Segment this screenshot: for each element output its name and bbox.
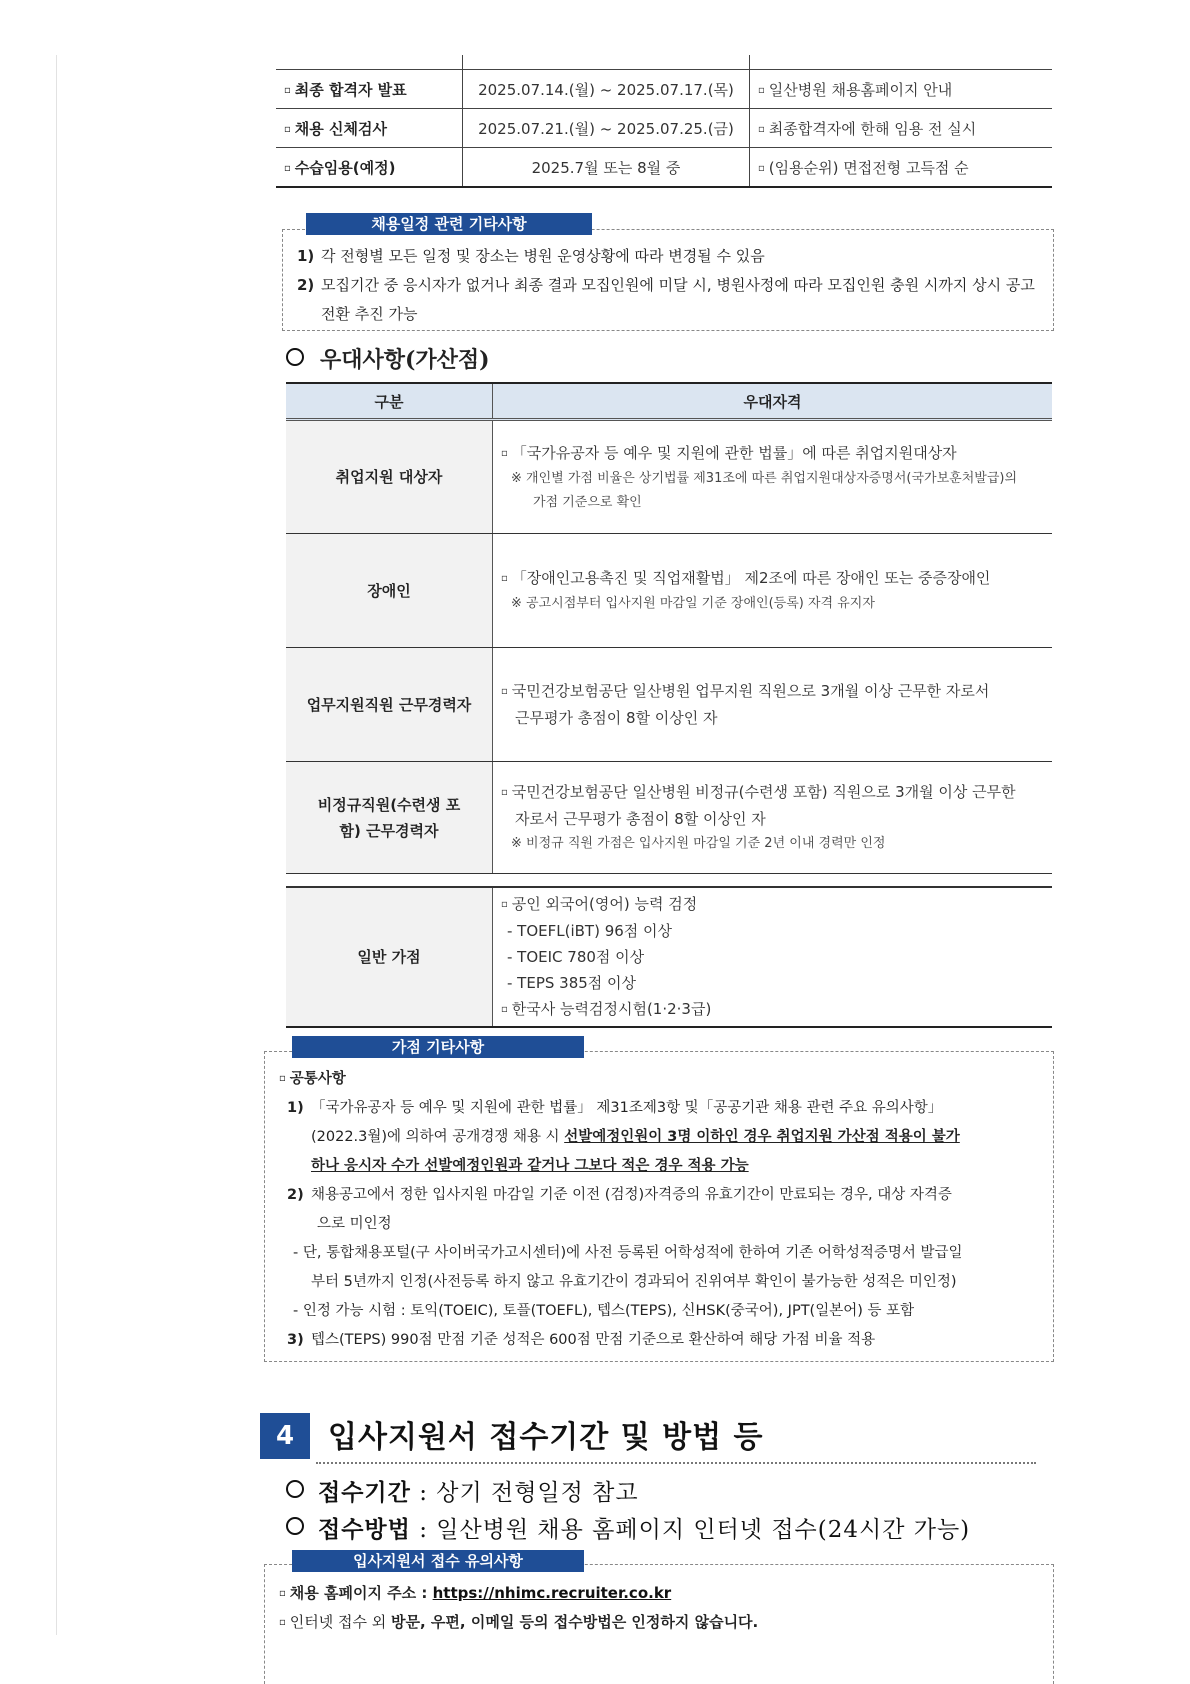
square-bullet-icon: ▫ bbox=[284, 123, 291, 135]
schedule-table bbox=[276, 55, 1052, 188]
note-dash-item: - 인정 가능 시험 : 토익(TOEIC), 토플(TOEFL), 텝스(TEPS), 신HSK(중국어), JPT(일본어) 등 포함 bbox=[293, 1303, 915, 1319]
page-margin-rule bbox=[56, 55, 57, 1635]
square-bullet-icon: ▫ bbox=[758, 162, 765, 174]
apply-notes-title: 입사지원서 접수 유의사항 bbox=[292, 1550, 584, 1572]
circle-bullet-icon bbox=[286, 348, 304, 366]
preference-detail: ▫ 국민건강보험공단 일산병원 비정규(수련생 포함) 직원으로 3개월 이상 근무한 자로서 근무평가 총점이 8할 이상인 자 ※ 비정규 직원 가점은 입사지원 마감일 기준 2년 이내 경력만 인정 bbox=[493, 762, 1053, 874]
note-item: 3) 텝스(TEPS) 990점 만점 기준 성적은 600점 만점 기준으로 환산하여 해당 가점 비율 적용 bbox=[287, 1332, 876, 1348]
preference-category: 장애인 bbox=[286, 534, 493, 648]
schedule-note: 일산병원 채용홈페이지 안내 bbox=[768, 80, 953, 99]
circle-bullet-icon bbox=[286, 1480, 304, 1498]
table-row bbox=[276, 109, 1052, 148]
circle-bullet-icon bbox=[286, 1517, 304, 1535]
table-row bbox=[286, 420, 1052, 534]
schedule-date: 2025.07.21.(월) ~ 2025.07.25.(금) bbox=[463, 109, 750, 148]
table-row bbox=[286, 762, 1052, 874]
preference-category: 일반 가점 bbox=[286, 887, 493, 1027]
square-bullet-icon: ▫ bbox=[758, 123, 765, 135]
preference-detail: ▫ 공인 외국어(영어) 능력 검정 - TOEFL(iBT) 96점 이상 - TOEIC 780점 이상 - TEPS 385점 이상 ▫ 한국사 능력검정시험(1·2·3급) bbox=[493, 887, 1053, 1027]
table-row bbox=[286, 534, 1052, 648]
preference-category: 취업지원 대상자 bbox=[286, 420, 493, 534]
table-header-row bbox=[286, 383, 1052, 420]
bonus-notes-box bbox=[264, 1051, 1054, 1362]
preference-category bbox=[286, 762, 493, 874]
preference-heading: 우대사항(가산점) bbox=[286, 343, 490, 374]
square-bullet-icon: ▫ bbox=[284, 84, 291, 96]
square-bullet-icon: ▫ bbox=[284, 162, 291, 174]
preference-category: 업무지원직원 근무경력자 bbox=[286, 648, 493, 762]
note-item: 2) 채용공고에서 정한 입사지원 마감일 기준 이전 (검정)자격증의 유효기간이 만료되는 경우, 대상 자격증 으로 미인정 bbox=[287, 1187, 952, 1232]
section-number: 4 bbox=[260, 1413, 310, 1459]
note-item: 1) 「국가유공자 등 예우 및 지원에 관한 법률」 제31조제3항 및「공공기관 채용 관련 주요 유의사항」 (2022.3월)에 의하여 공개경쟁 채용 시 선발예정인원이 3명 이하인 경우 취업지원 가산점 적용이 불가 하나 응시자 수가 선발예정인원과 같거나 그보다 적은 경우 적용 가능 bbox=[287, 1100, 960, 1174]
note-item: 2) 모집기간 중 응시자가 없거나 최종 결과 모집인원에 미달 시, 병원사정에 따라 모집인원 충원 시까지 상시 공고 전환 추진 가능 bbox=[297, 276, 1035, 323]
application-method: 접수방법 : 일산병원 채용 홈페이지 인터넷 접수(24시간 가능) bbox=[286, 1511, 970, 1544]
schedule-note: 최종합격자에 한해 임용 전 실시 bbox=[768, 119, 977, 138]
application-period: 접수기간 : 상기 전형일정 참고 bbox=[286, 1474, 639, 1507]
schedule-date: 2025.07.14.(월) ~ 2025.07.17.(목) bbox=[463, 70, 750, 109]
table-row bbox=[276, 55, 1052, 70]
square-bullet-icon: ▫ bbox=[758, 84, 765, 96]
common-heading: ▫ 공통사항 bbox=[279, 1071, 346, 1087]
preference-detail: ▫ 국민건강보험공단 일산병원 업무지원 직원으로 3개월 이상 근무한 자로서 근무평가 총점이 8할 이상인 자 bbox=[493, 648, 1053, 762]
table-row bbox=[276, 148, 1052, 188]
note-item: 1) 각 전형별 모든 일정 및 장소는 병원 운영상황에 따라 변경될 수 있음 bbox=[297, 247, 765, 265]
column-header: 구분 bbox=[286, 383, 493, 420]
bonus-notes-title: 가점 기타사항 bbox=[292, 1036, 584, 1058]
preference-detail: ▫ 「장애인고용촉진 및 직업재활법」 제2조에 따른 장애인 또는 중증장애인 ※ 공고시점부터 입사지원 마감일 기준 장애인(등록) 자격 유지자 bbox=[493, 534, 1053, 648]
table-row bbox=[276, 70, 1052, 109]
schedule-label: 수습임용(예정) bbox=[294, 158, 396, 177]
table-row bbox=[286, 648, 1052, 762]
section-title: 입사지원서 접수기간 및 방법 등 bbox=[328, 1420, 764, 1455]
column-header: 우대자격 bbox=[493, 383, 1053, 420]
homepage-url-line: ▫ 채용 홈페이지 주소 : https://nhimc.recruiter.co.kr bbox=[279, 1584, 672, 1602]
schedule-notes-title: 채용일정 관련 기타사항 bbox=[306, 213, 592, 235]
apply-notes-box bbox=[264, 1564, 1054, 1684]
schedule-label: 채용 신체검사 bbox=[294, 119, 387, 138]
section-divider bbox=[316, 1462, 1036, 1464]
schedule-note: (임용순위) 면접전형 고득점 순 bbox=[768, 158, 969, 177]
table-spacer bbox=[286, 874, 1052, 888]
preference-table bbox=[286, 382, 1052, 1028]
table-row bbox=[286, 887, 1052, 1027]
preference-detail: ▫ 「국가유공자 등 예우 및 지원에 관한 법률」에 따른 취업지원대상자 ※ 개인별 가점 비율은 상기법률 제31조에 따른 취업지원대상자증명서(국가보훈처발급)의 가점 기준으로 확인 bbox=[493, 420, 1053, 534]
schedule-date: 2025.7월 또는 8월 중 bbox=[463, 148, 750, 188]
note-dash-item: - 단, 통합채용포털(구 사이버국가고시센터)에 사전 등록된 어학성적에 한하여 기존 어학성적증명서 발급일 부터 5년까지 인정(사전등록 하지 않고 유효기간이 경과되어 진위여부 확인이 불가능한 성적은 미인정) bbox=[293, 1245, 963, 1290]
apply-method-notice: ▫ 인터넷 접수 외 방문, 우편, 이메일 등의 접수방법은 인정하지 않습니다. bbox=[279, 1613, 759, 1631]
homepage-link[interactable]: https://nhimc.recruiter.co.kr bbox=[432, 1584, 672, 1602]
schedule-label: 최종 합격자 발표 bbox=[294, 80, 407, 99]
preference-category-label: 비정규직원(수련생 포함) 근무경력자 bbox=[317, 795, 461, 840]
schedule-notes-box bbox=[282, 229, 1054, 331]
